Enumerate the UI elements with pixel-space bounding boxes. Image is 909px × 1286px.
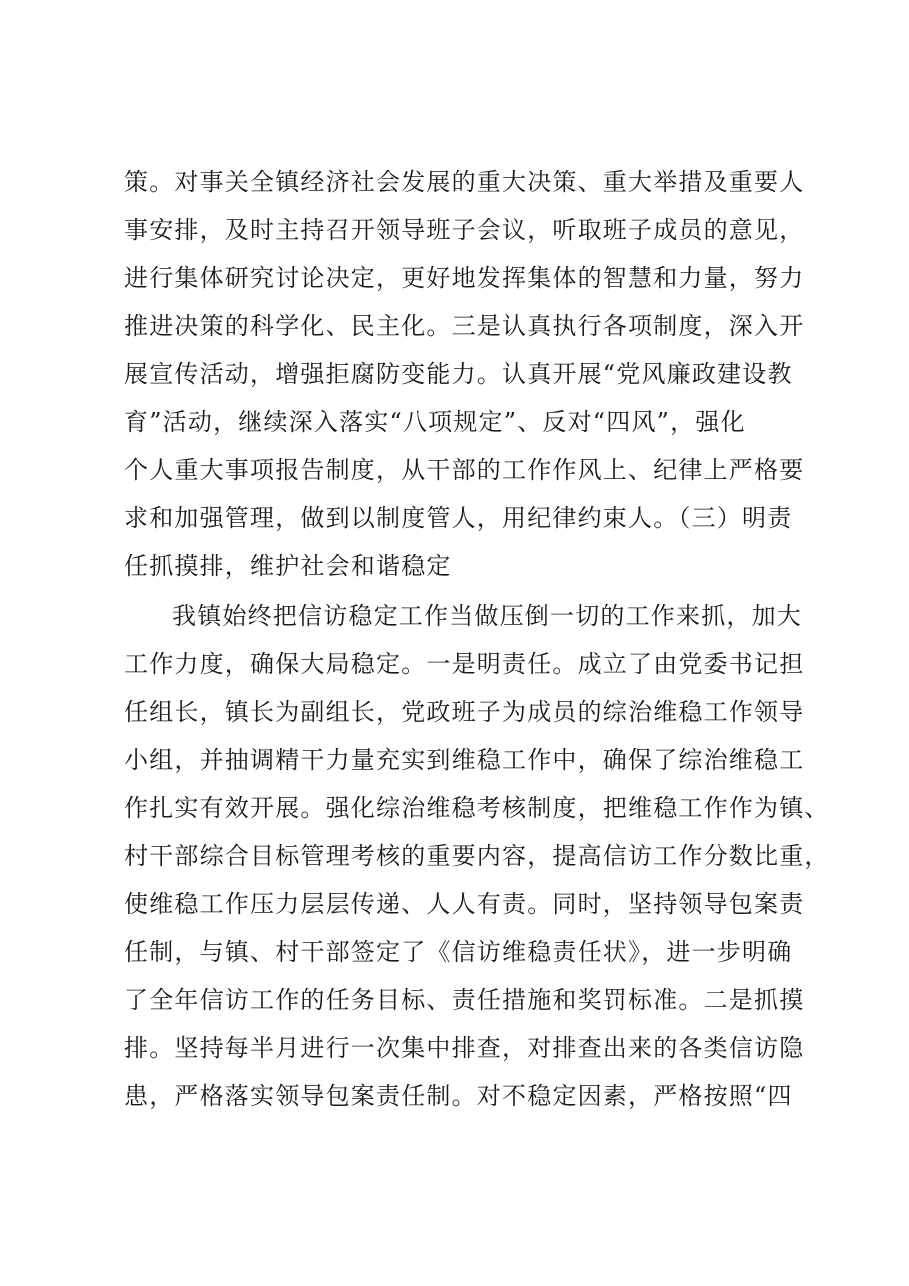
paragraph-2-line: 使维稳工作压力层层传递、人人有责。同时，坚持领导包案责	[124, 890, 805, 918]
paragraph-1-line: 事安排，及时主持召开领导班子会议，听取班子成员的意见，	[124, 216, 805, 244]
paragraph-1	[124, 158, 804, 590]
paragraph-2-first-line: 我镇始终把信访稳定工作当做压倒一切的工作来抓，加大	[172, 602, 802, 630]
paragraph-2-line: 工作力度，确保大局稳定。一是明责任。成立了由党委书记担	[124, 650, 805, 678]
paragraph-2-line: 排。坚持每半月进行一次集中排查，对排查出来的各类信访隐	[124, 1034, 805, 1062]
paragraph-1-line: 求和加强管理，做到以制度管人，用纪律约束人。（三）明责	[124, 504, 793, 532]
paragraph-2-line: 任制，与镇、村干部签定了《信访维稳责任状》，进一步明确	[124, 938, 793, 966]
paragraph-2-line: 小组，并抽调精干力量充实到维稳工作中，确保了综治维稳工	[124, 746, 805, 774]
paragraph-1-line: 推进决策的科学化、民主化。三是认真执行各项制度，深入开	[124, 312, 805, 340]
paragraph-2-line: 了全年信访工作的任务目标、责任措施和奖罚标准。二是抓摸	[124, 986, 805, 1014]
paragraph-1-line: 展宣传活动，增强拒腐防变能力。认真开展“党风廉政建设教	[124, 360, 793, 388]
paragraph-2-line: 任组长，镇长为副组长，党政班子为成员的综治维稳工作领导	[124, 698, 805, 726]
paragraph-1-line: 策。对事关全镇经济社会发展的重大决策、重大举措及重要人	[124, 168, 805, 196]
paragraph-2	[124, 592, 830, 1120]
paragraph-1-line: 育”活动，继续深入落实“八项规定”、反对“四风”，强化	[124, 408, 746, 436]
paragraph-1-line: 进行集体研究讨论决定，更好地发挥集体的智慧和力量，努力	[124, 264, 805, 292]
paragraph-2-line: 作扎实有效开展。强化综治维稳考核制度，把维稳工作作为镇、	[124, 794, 830, 822]
paragraph-1-line: 个人重大事项报告制度，从干部的工作作风上、纪律上严格要	[124, 456, 805, 484]
section-heading-line: 任抓摸排，维护社会和谐稳定	[124, 552, 452, 580]
paragraph-2-line: 村干部综合目标管理考核的重要内容，提高信访工作分数比重，	[124, 842, 830, 870]
paragraph-2-line: 患，严格落实领导包案责任制。对不稳定因素，严格按照“四	[124, 1082, 793, 1110]
